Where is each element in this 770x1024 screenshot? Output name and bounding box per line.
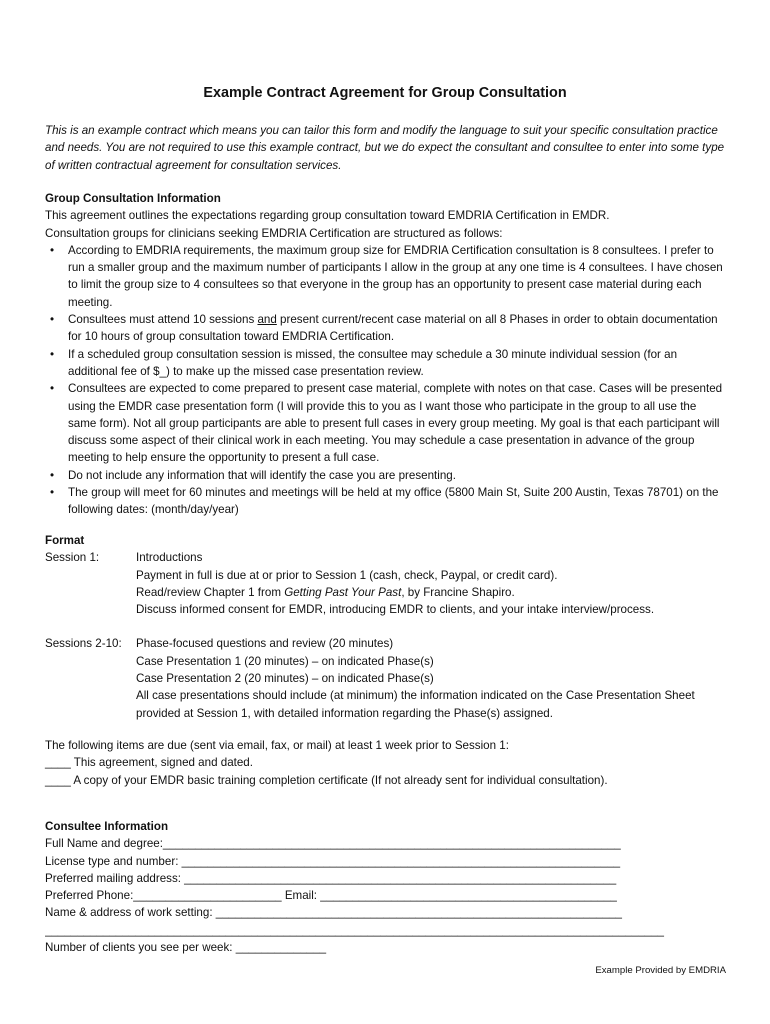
group-info-heading: Group Consultation Information (45, 192, 221, 205)
due-intro: The following items are due (sent via email, fax, or mail) at least 1 week prior to Session 1: (45, 739, 509, 752)
session-1-line: Introductions (136, 551, 203, 565)
bullet-icon: • (49, 243, 55, 257)
list-item-text: Consultees are expected to come prepared to present case material, complete with notes on that case. Cases will be presented using the EMDR case presentation form (I will provide this to you as I want those who participate in the group to all use the same form). Not all group participants are able to present full cases in every group meeting. My goal is that each participant will discuss some aspect of their clinical work in each meeting. You may schedule a case presentation in advance of the group meeting to help ensure the opportunity to present a full case. (68, 382, 723, 465)
list-item-text: If a scheduled group consultation session is missed, the consultee may schedule a 30 minute individual session (for an additional fee of $_) to make up the missed case presentation review. (68, 347, 678, 378)
sessions-2-10-line: Case Presentation 1 (20 minutes) – on indicated Phase(s) (136, 654, 434, 668)
requirements-list (45, 242, 725, 519)
license-field[interactable]: License type and number: ____________________________________________________________________ (45, 854, 621, 868)
sessions-2-10-row (45, 635, 725, 721)
list-item (45, 346, 725, 381)
list-item-text: Consultees must attend 10 sessions and present current/recent case material on all 8 Phases in order to obtain documentation for 10 hours of group consultation toward EMDRIA Certification. (68, 313, 718, 344)
bullet-icon: • (49, 313, 55, 327)
underlined-and: and (257, 313, 277, 327)
session-1-label: Session 1: (45, 551, 100, 565)
work-setting-continuation-field[interactable]: ________________________________________________________________________________________________ (45, 923, 664, 937)
document-title: Example Contract Agreement for Group Consultation (203, 85, 567, 101)
group-info-line-1: This agreement outlines the expectations regarding group consultation toward EMDRIA Certification in EMDR. (45, 209, 610, 223)
intro-paragraph: This is an example contract which means you can tailor this form and modify the language to suit your specific consultation practice and needs. You are not required to use this example contract, but we do expect the consultant and consultee to enter into some type of written contractual agreement for consultation services. (45, 124, 725, 172)
clients-per-week-field[interactable]: Number of clients you see per week: ______________ (45, 941, 327, 955)
mailing-address-field[interactable]: Preferred mailing address: ___________________________________________________________________ (45, 871, 617, 885)
list-item-text: According to EMDRIA requirements, the maximum group size for EMDRIA Certification consultation is 8 consultees. I prefer to run a smaller group and the maximum number of participants I allow in the group at any one time is 4 consultees. I have chosen to limit the group size to 4 consultees so that everyone in the group has an opportunity to present case material during each meeting. (68, 243, 723, 309)
group-info-line-2: Consultation groups for clinicians seeking EMDRIA Certification are structured as follows: (45, 226, 503, 240)
due-item: ____ A copy of your EMDR basic training completion certificate (If not already sent for individual consultation). (45, 773, 608, 787)
phone-email-field[interactable]: Preferred Phone:_______________________ Email: ______________________________________________ (45, 889, 617, 903)
session-1-row (45, 549, 725, 618)
consultee-info-section (45, 818, 725, 956)
bullet-icon: • (49, 486, 55, 500)
consultee-heading: Consultee Information (45, 820, 169, 833)
list-item (45, 311, 725, 346)
session-1-line: Discuss informed consent for EMDR, introducing EMDR to clients, and your intake interview/process. (136, 603, 655, 617)
list-item (45, 484, 725, 519)
list-item (45, 242, 725, 311)
list-item (45, 467, 725, 484)
bullet-icon: • (49, 347, 55, 361)
work-setting-field[interactable]: Name & address of work setting: _______________________________________________________________ (45, 906, 622, 920)
sessions-2-10-line: Case Presentation 2 (20 minutes) – on indicated Phase(s) (136, 672, 434, 686)
sessions-2-10-line: All case presentations should include (at minimum) the information indicated on the Case Presentation Sheet provided at Session 1, with detailed information regarding the Phase(s) assigned. (136, 689, 695, 720)
list-item-text: Do not include any information that will identify the case you are presenting. (68, 468, 456, 482)
session-1-line: Payment in full is due at or prior to Session 1 (cash, check, Paypal, or credit card). (136, 568, 558, 582)
list-item-text: The group will meet for 60 minutes and meetings will be held at my office (5800 Main St, Suite 200 Austin, Texas 78701) on the following dates: (month/day/year) (68, 486, 719, 517)
due-item: ____ This agreement, signed and dated. (45, 756, 253, 770)
bullet-icon: • (49, 382, 55, 396)
footer-credit: Example Provided by EMDRIA (595, 965, 726, 976)
bullet-icon: • (49, 468, 55, 482)
list-item (45, 380, 725, 466)
due-items-section (45, 737, 725, 789)
sessions-2-10-line: Phase-focused questions and review (20 minutes) (136, 637, 394, 651)
format-heading: Format (45, 534, 85, 547)
group-info-section (45, 190, 725, 519)
sessions-2-10-label: Sessions 2-10: (45, 637, 122, 651)
format-section (45, 532, 725, 722)
full-name-field[interactable]: Full Name and degree:_______________________________________________________________________ (45, 837, 621, 851)
session-1-line: Read/review Chapter 1 from Getting Past Your Past, by Francine Shapiro. (136, 585, 515, 599)
book-title: Getting Past Your Past (284, 585, 402, 599)
